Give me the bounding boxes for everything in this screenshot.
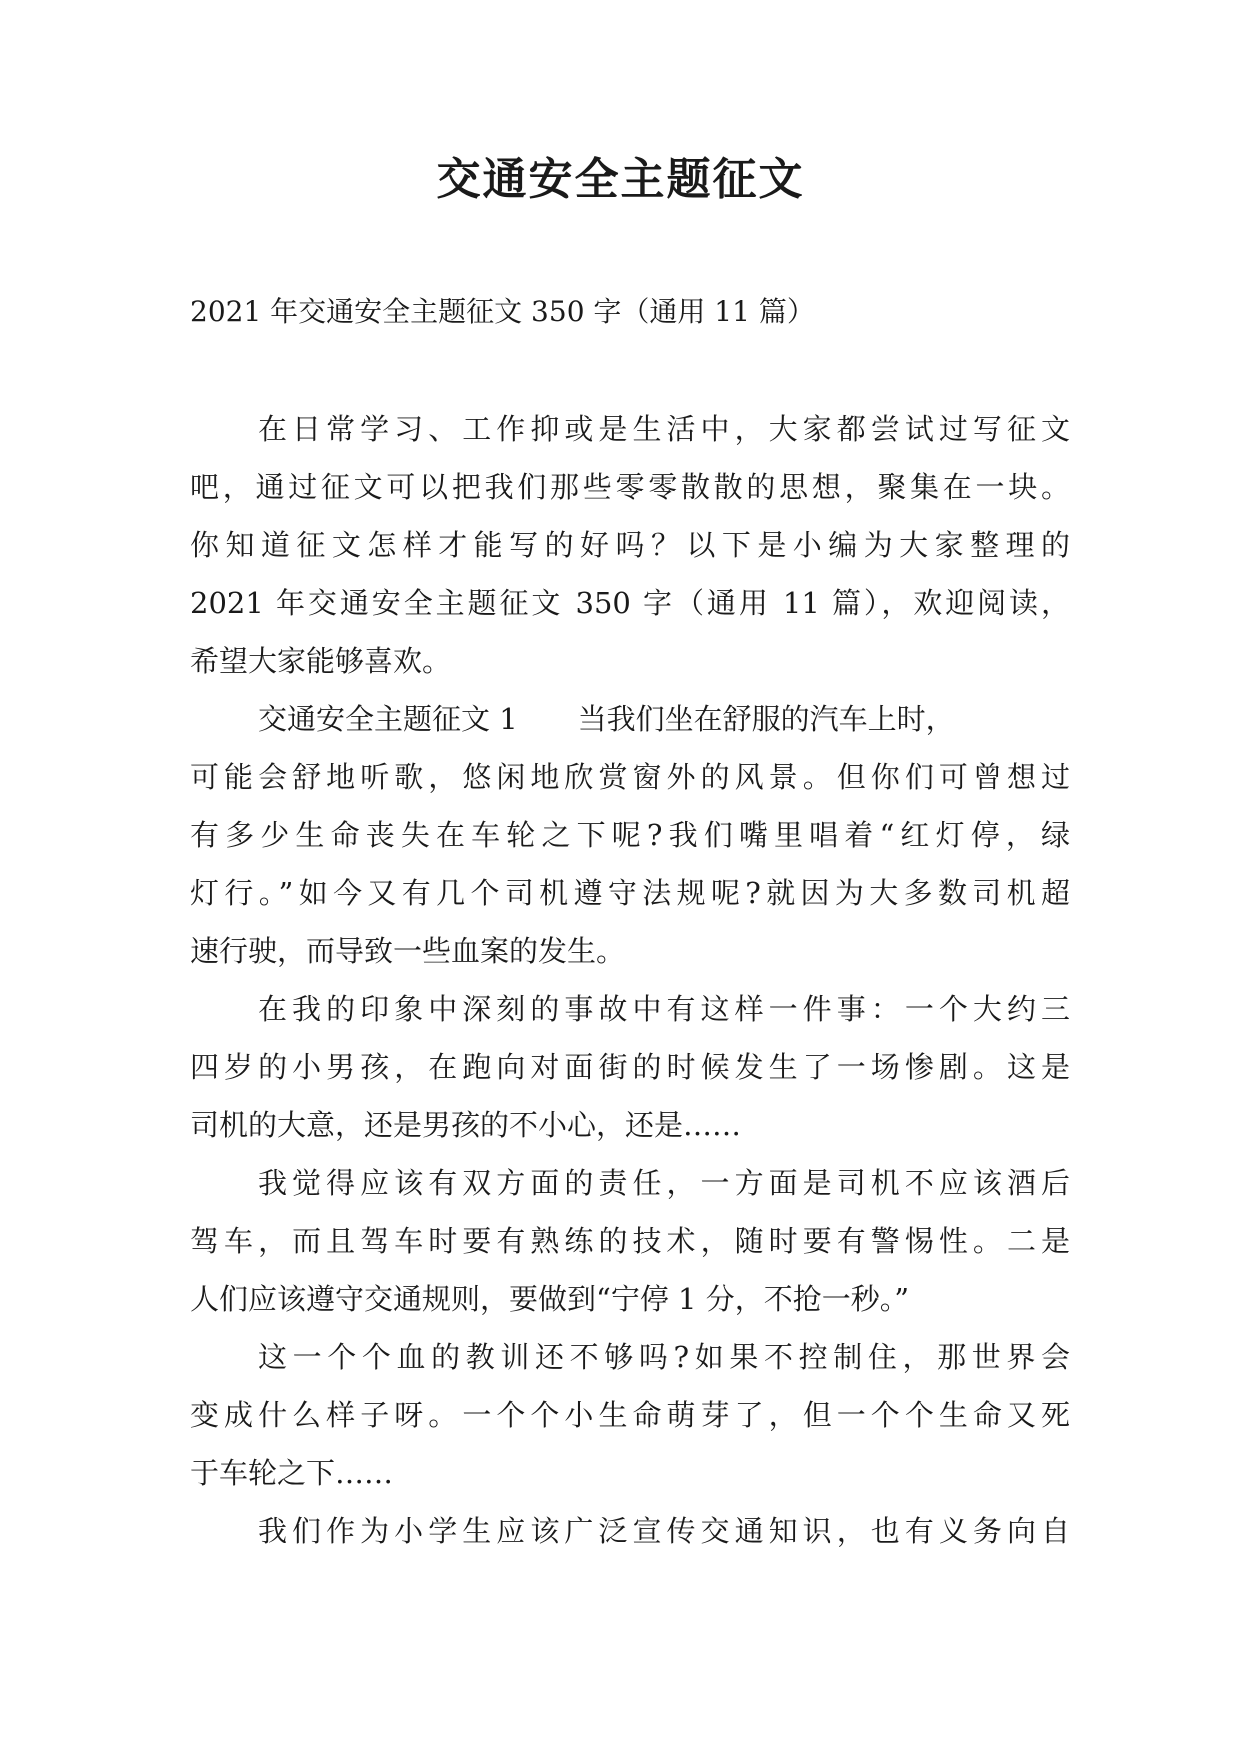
body-line: 我们作为小学生应该广泛宣传交通知识，也有义务向自 — [258, 1514, 1070, 1548]
body-line: 司机的大意，还是男孩的不小心，还是…… — [190, 1108, 742, 1142]
body-line: 四岁的小男孩，在跑向对面街的时候发生了一场惨剧。这是 — [190, 1050, 1070, 1084]
section-heading-line — [190, 690, 1070, 748]
document-subtitle: 2021 年交通安全主题征文 350 字（通用 11 篇） — [190, 295, 815, 328]
body-line: 可能会舒地听歌，悠闲地欣赏窗外的风景。但你们可曾想过 — [190, 760, 1070, 794]
body-line: 人们应该遵守交通规则，要做到“宁停 1 分，不抢一秒。” — [190, 1282, 910, 1316]
body-line: 有多少生命丧失在车轮之下呢?我们嘴里唱着“红灯停，绿 — [190, 818, 1070, 852]
body-line: 你知道征文怎样才能写的好吗？以下是小编为大家整理的 — [190, 528, 1070, 562]
body-line: 变成什么样子呀。一个个小生命萌芽了，但一个个生命又死 — [190, 1398, 1070, 1432]
document-title: 交通安全主题征文 — [436, 154, 805, 205]
body-text: 当我们坐在舒服的汽车上时， — [577, 702, 955, 736]
body-line: 我觉得应该有双方面的责任，一方面是司机不应该酒后 — [258, 1166, 1070, 1200]
body-line: 速行驶，而导致一些血案的发生。 — [190, 934, 626, 968]
body-line: 吧，通过征文可以把我们那些零零散散的思想，聚集在一块。 — [190, 470, 1070, 504]
body-line: 在日常学习、工作抑或是生活中，大家都尝试过写征文 — [258, 412, 1070, 446]
document-body — [190, 400, 1070, 1560]
body-line: 这一个个血的教训还不够吗?如果不控制住，那世界会 — [258, 1340, 1070, 1374]
body-line: 2021 年交通安全主题征文 350 字（通用 11 篇），欢迎阅读， — [190, 586, 1070, 620]
section-heading: 交通安全主题征文 1 — [258, 702, 518, 736]
body-line: 在我的印象中深刻的事故中有这样一件事：一个大约三 — [258, 992, 1070, 1026]
body-line: 驾车，而且驾车时要有熟练的技术，随时要有警惕性。二是 — [190, 1224, 1070, 1258]
body-line: 希望大家能够喜欢。 — [190, 644, 452, 678]
body-line: 于车轮之下…… — [190, 1456, 394, 1490]
body-line: 灯行。”如今又有几个司机遵守法规呢?就因为大多数司机超 — [190, 876, 1070, 910]
